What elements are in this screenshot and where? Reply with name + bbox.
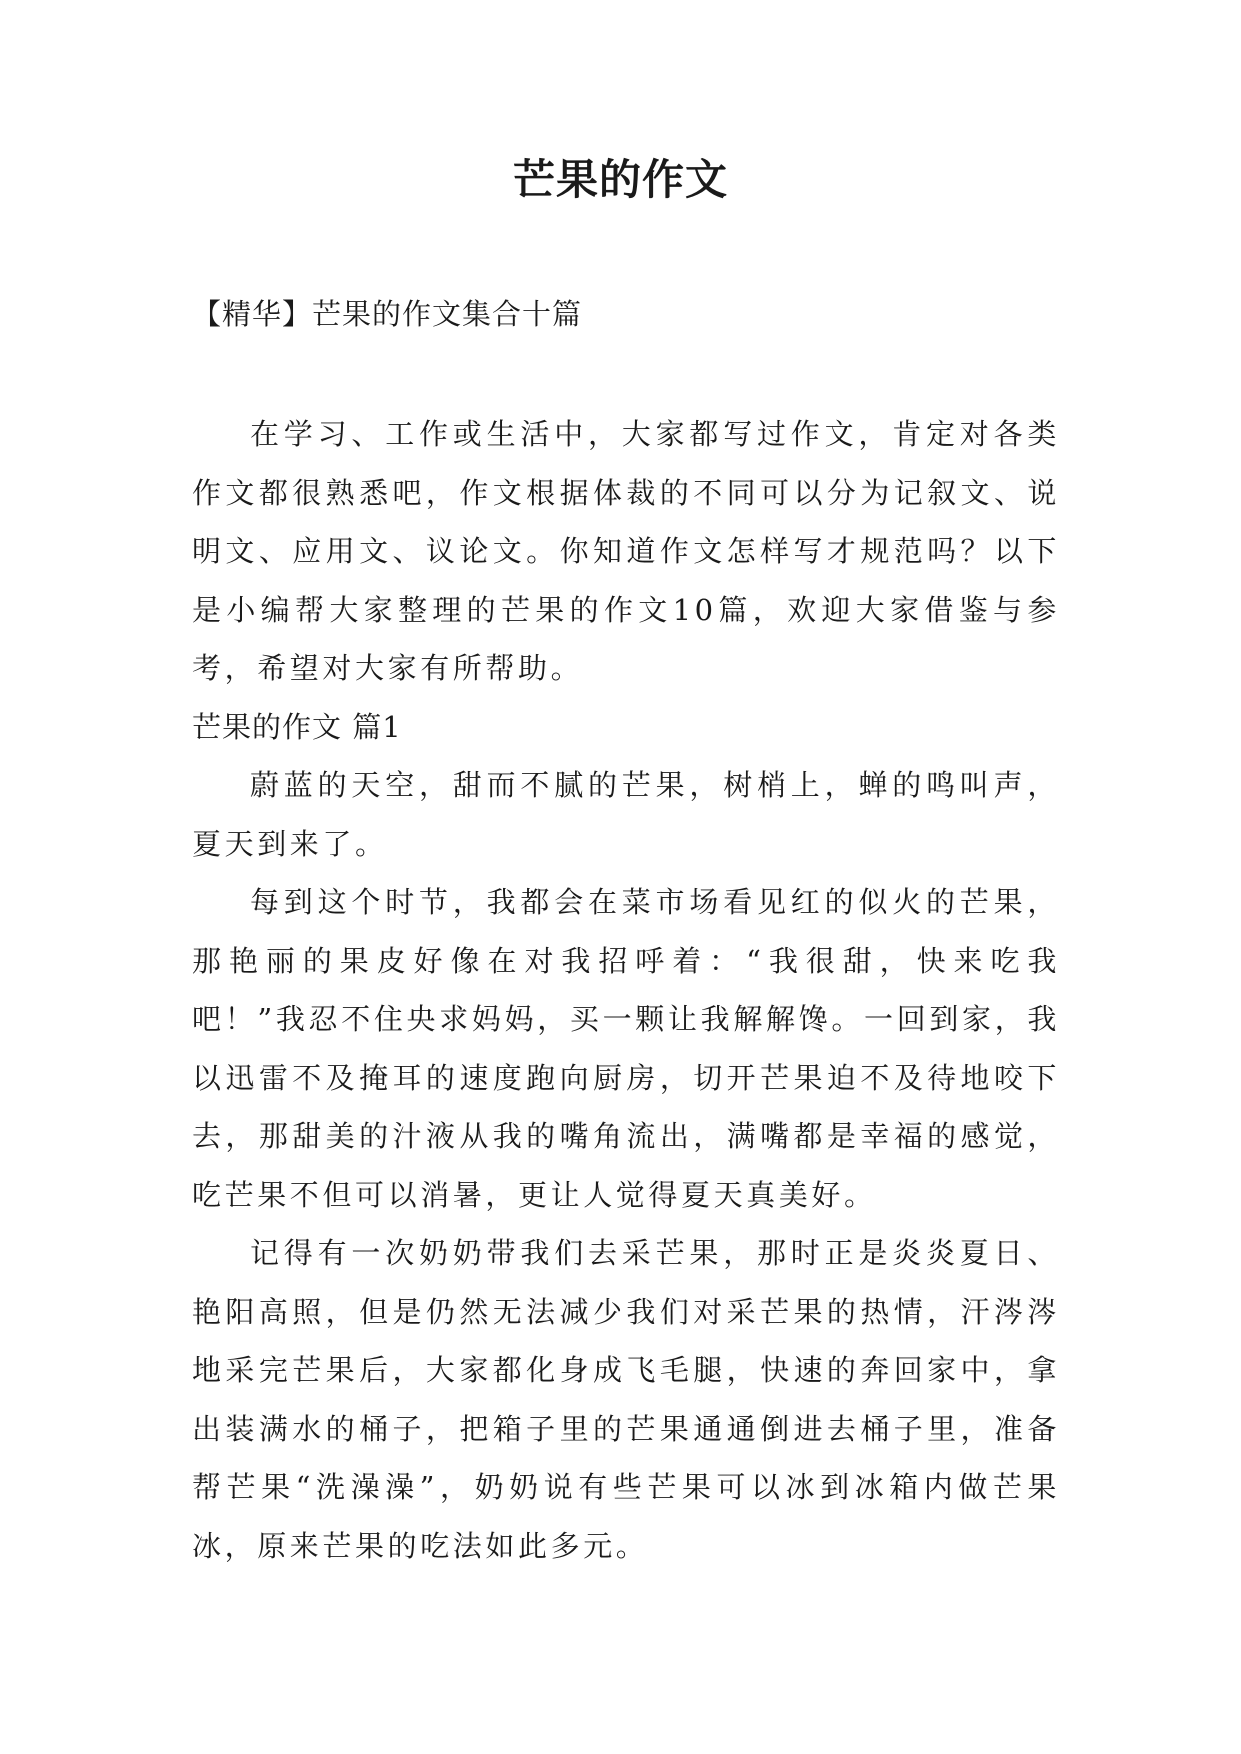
document-body	[192, 405, 1060, 1575]
body-paragraph: 蔚蓝的天空，甜而不腻的芒果，树梢上，蝉的鸣叫声，夏天到来了。	[192, 768, 1060, 861]
document-title: 芒果的作文	[512, 155, 728, 204]
document-subtitle: 【精华】芒果的作文集合十篇	[192, 297, 583, 331]
intro-paragraph: 在学习、工作或生活中，大家都写过作文，肯定对各类作文都很熟悉吧，作文根据体裁的不同可以分为记叙文、说明文、应用文、议论文。你知道作文怎样写才规范吗？以下是小编帮大家整理的芒果的作文10篇，欢迎大家借鉴与参考，希望对大家有所帮助。	[192, 417, 1060, 685]
body-paragraph: 记得有一次奶奶带我们去采芒果，那时正是炎炎夏日、艳阳高照，但是仍然无法减少我们对采芒果的热情，汗涔涔地采完芒果后，大家都化身成飞毛腿，快速的奔回家中，拿出装满水的桶子，把箱子里的芒果通通倒进去桶子里，准备帮芒果“洗澡澡”，奶奶说有些芒果可以冰到冰箱内做芒果冰，原来芒果的吃法如此多元。	[192, 1236, 1060, 1563]
body-paragraph: 每到这个时节，我都会在菜市场看见红的似火的芒果，那艳丽的果皮好像在对我招呼着：“我很甜，快来吃我吧！”我忍不住央求妈妈，买一颗让我解解馋。一回到家，我以迅雷不及掩耳的速度跑向厨房，切开芒果迫不及待地咬下去，那甜美的汁液从我的嘴角流出，满嘴都是幸福的感觉，吃芒果不但可以消暑，更让人觉得夏天真美好。	[192, 885, 1060, 1212]
section-heading: 芒果的作文 篇1	[192, 709, 402, 744]
